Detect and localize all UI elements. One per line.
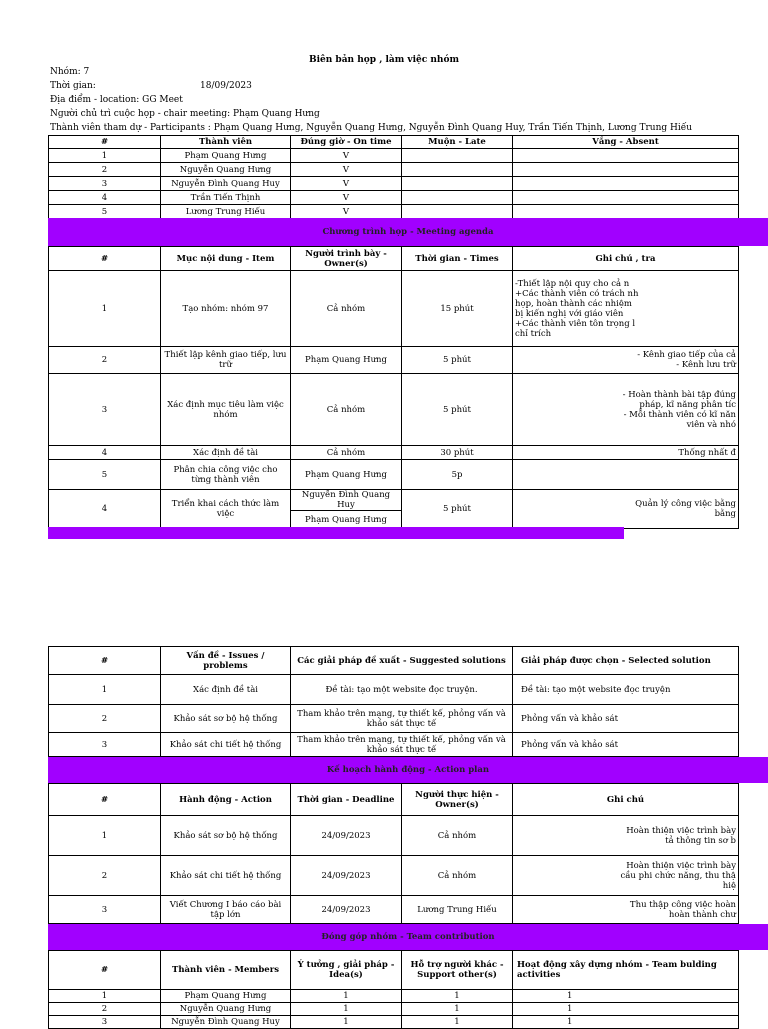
cell: V <box>291 205 402 219</box>
cell: Phạm Quang Hưng <box>291 347 402 374</box>
cell <box>402 205 513 219</box>
cell <box>402 149 513 163</box>
cell: Thu thập công việc hoàn hoàn thành chư <box>513 896 739 924</box>
cell: Thống nhất đ <box>513 446 739 460</box>
cell: 5 <box>49 205 161 219</box>
cell: 1 <box>49 990 161 1003</box>
cell: 2 <box>49 163 161 177</box>
cell: Xác định đề tài <box>161 446 291 460</box>
col-header: Thành viên <box>161 136 291 149</box>
cell: V <box>291 191 402 205</box>
cell: -Thiết lập nội quy cho cả n +Các thành viên có trách nh họp, hoàn thành các nhiệm bị kiến nghị với giáo viên +Các thành viên tôn trọng l chỉ trích <box>513 271 739 347</box>
cell: 3 <box>49 896 161 924</box>
table-row <box>49 149 739 163</box>
col-header: Vắng - Absent <box>513 136 739 149</box>
col-header: Hỗ trợ người khác - Support other(s) <box>402 951 513 990</box>
col-header: # <box>49 247 161 271</box>
cell: Cả nhóm <box>402 816 513 856</box>
cell: Hoàn thiện việc trình bày tả thông tin sơ b <box>513 816 739 856</box>
cell <box>402 177 513 191</box>
cell: 2 <box>49 1003 161 1016</box>
cell: 5 phút <box>402 374 513 446</box>
cell: 24/09/2023 <box>291 896 402 924</box>
cell: 30 phút <box>402 446 513 460</box>
cell: 3 <box>49 733 161 757</box>
cell: Cả nhóm <box>291 271 402 347</box>
cell: Phỏng vấn và khảo sát <box>513 705 739 733</box>
table-row <box>49 816 739 856</box>
cell: Quản lý công việc bằng bằng <box>513 490 739 529</box>
chair-line: Người chủ trì cuộc họp - chair meeting: Phạm Quang Hưng <box>50 109 320 119</box>
document-title: Biên bản họp , làm việc nhóm <box>309 55 459 65</box>
cell: Hoàn thiện việc trình bày cầu phi chức năng, thu thậ hiệ <box>513 856 739 896</box>
table-row <box>49 460 739 490</box>
table-row <box>49 733 739 757</box>
table-row <box>49 347 739 374</box>
col-header: Thời gian - Times <box>402 247 513 271</box>
cell: Tạo nhóm: nhóm 97 <box>161 271 291 347</box>
cell: Cả nhóm <box>291 374 402 446</box>
cell: 1 <box>402 1016 513 1029</box>
col-header: Ý tưởng , giải pháp - Idea(s) <box>291 951 402 990</box>
cell: 1 <box>291 1016 402 1029</box>
cell: 1 <box>402 990 513 1003</box>
col-header: # <box>49 647 161 675</box>
cell: 1 <box>402 1003 513 1016</box>
cell: Nguyễn Quang Hưng <box>161 1003 291 1016</box>
table-row <box>49 191 739 205</box>
col-header: Thành viên - Members <box>161 951 291 990</box>
cell: Tham khảo trên mạng, tự thiết kế, phỏng vấn và khảo sát thực tế <box>291 733 513 757</box>
location-line: Địa điểm - location: GG Meet <box>50 95 183 105</box>
cell <box>402 191 513 205</box>
col-header: Người thực hiện - Owner(s) <box>402 784 513 816</box>
cell: Khảo sát chi tiết hệ thống <box>161 733 291 757</box>
col-header: Hành động - Action <box>161 784 291 816</box>
cell: 1 <box>49 149 161 163</box>
cell: Nguyễn Đình Quang Huy <box>161 1016 291 1029</box>
cell: 1 <box>513 990 739 1003</box>
table-row <box>49 177 739 191</box>
cell: 15 phút <box>402 271 513 347</box>
table-row <box>49 1003 739 1016</box>
participants-line: Thành viên tham dự - Participants : Phạm Quang Hưng, Nguyễn Quang Hưng, Nguyễn Đình Quang Huy, Trần Tiến Thịnh, Lương Trung Hiếu <box>50 123 693 133</box>
time-value: 18/09/2023 <box>200 81 252 91</box>
cell: Khảo sát sơ bộ hệ thống <box>161 705 291 733</box>
cell: V <box>291 177 402 191</box>
table-row <box>49 374 739 446</box>
cell <box>402 163 513 177</box>
col-header: # <box>49 951 161 990</box>
cell: 4 <box>49 446 161 460</box>
cell: Nguyễn Đình Quang Huy <box>161 177 291 191</box>
table-row <box>49 675 739 705</box>
cell: 1 <box>291 990 402 1003</box>
cell: 4 <box>49 490 161 529</box>
table-row <box>49 490 739 511</box>
cell: 3 <box>49 177 161 191</box>
cell: - Kênh giao tiếp của cả - Kênh lưu trữ <box>513 347 739 374</box>
table-row <box>49 990 739 1003</box>
cell: 5 phút <box>402 490 513 529</box>
cell: 5 phút <box>402 347 513 374</box>
issues-table <box>48 646 739 757</box>
cell: 1 <box>513 1016 739 1029</box>
table-row <box>49 205 739 219</box>
col-header: Đúng giờ - On time <box>291 136 402 149</box>
agenda-footer-strip <box>48 527 624 539</box>
table-row <box>49 271 739 347</box>
cell: Lương Trung Hiếu <box>402 896 513 924</box>
col-header: Vấn đề - Issues / problems <box>161 647 291 675</box>
agenda-table <box>48 246 739 529</box>
cell: Đề tài: tạo một website đọc truyện <box>513 675 739 705</box>
cell: Xác định mục tiêu làm việc nhóm <box>161 374 291 446</box>
cell: - Hoàn thành bài tập đúng pháp, kĩ năng phân tíc - Mỗi thành viên có kĩ năn viên và nhó <box>513 374 739 446</box>
cell: Nguyễn Quang Hưng <box>161 163 291 177</box>
cell: Phạm Quang Hưng <box>291 511 402 529</box>
table-row <box>49 856 739 896</box>
cell: 1 <box>513 1003 739 1016</box>
cell: 4 <box>49 191 161 205</box>
cell <box>513 460 739 490</box>
cell: 1 <box>49 675 161 705</box>
group-label: Nhóm: 7 <box>50 67 90 77</box>
col-header: Muộn - Late <box>402 136 513 149</box>
cell: Khảo sát chi tiết hệ thống <box>161 856 291 896</box>
table-row <box>49 446 739 460</box>
cell: Phạm Quang Hưng <box>161 149 291 163</box>
col-header: # <box>49 136 161 149</box>
contribution-table-wrap <box>48 950 717 1027</box>
cell: Lương Trung Hiếu <box>161 205 291 219</box>
cell: Trần Tiến Thịnh <box>161 191 291 205</box>
col-header: Ghi chú <box>513 784 739 816</box>
table-row <box>49 1016 739 1029</box>
col-header: Hoạt động xây dựng nhóm - Team bulding activities <box>513 951 739 990</box>
cell: Cả nhóm <box>291 446 402 460</box>
cell <box>513 177 739 191</box>
time-label: Thời gian: <box>50 81 96 91</box>
cell: Viết Chương I báo cáo bài tập lớn <box>161 896 291 924</box>
cell: Triển khai cách thức làm việc <box>161 490 291 529</box>
cell: 1 <box>49 271 161 347</box>
table-row <box>49 163 739 177</box>
agenda-table-wrap <box>48 246 736 527</box>
cell: 24/09/2023 <box>291 816 402 856</box>
cell: Thiết lập kênh giao tiếp, lưu trữ <box>161 347 291 374</box>
cell: 5 <box>49 460 161 490</box>
cell: 2 <box>49 705 161 733</box>
table-row <box>49 896 739 924</box>
cell: 5p <box>402 460 513 490</box>
col-header: Mục nội dung - Item <box>161 247 291 271</box>
col-header: Thời gian - Deadline <box>291 784 402 816</box>
action-table-wrap <box>48 783 736 924</box>
cell <box>513 163 739 177</box>
cell: 2 <box>49 347 161 374</box>
col-header: Ghi chú , tra <box>513 247 739 271</box>
cell <box>513 149 739 163</box>
issues-table-wrap <box>48 646 711 757</box>
table-row <box>49 705 739 733</box>
attendance-table-wrap <box>48 135 659 219</box>
col-header: # <box>49 784 161 816</box>
cell: 3 <box>49 374 161 446</box>
cell: Cả nhóm <box>402 856 513 896</box>
cell: 1 <box>49 816 161 856</box>
cell: Nguyễn Đình Quang Huy <box>291 490 402 511</box>
col-header: Người trình bày - Owner(s) <box>291 247 402 271</box>
cell: Phân chia công việc cho từng thành viên <box>161 460 291 490</box>
cell: Đề tài: tạo một website đọc truyện. <box>291 675 513 705</box>
cell: 24/09/2023 <box>291 856 402 896</box>
cell: 1 <box>291 1003 402 1016</box>
col-header: Giải pháp được chọn - Selected solution <box>513 647 739 675</box>
cell: Khảo sát sơ bộ hệ thống <box>161 816 291 856</box>
cell: 2 <box>49 856 161 896</box>
cell: V <box>291 163 402 177</box>
contribution-table <box>48 950 739 1029</box>
cell: Xác định đề tài <box>161 675 291 705</box>
cell: Phạm Quang Hưng <box>161 990 291 1003</box>
cell: Phỏng vấn và khảo sát <box>513 733 739 757</box>
contribution-band: Đóng góp nhóm - Team contribution <box>48 924 768 950</box>
action-table <box>48 783 739 924</box>
cell <box>513 205 739 219</box>
cell <box>513 191 739 205</box>
attendance-table <box>48 135 739 219</box>
cell: V <box>291 149 402 163</box>
cell: Tham khảo trên mạng, tự thiết kế, phỏng vấn và khảo sát thực tế <box>291 705 513 733</box>
cell: 3 <box>49 1016 161 1029</box>
action-band: Kế hoạch hành động - Action plan <box>48 757 768 783</box>
col-header: Các giải pháp đề xuất - Suggested solutions <box>291 647 513 675</box>
agenda-band: Chương trình họp - Meeting agenda <box>48 218 768 246</box>
cell: Phạm Quang Hưng <box>291 460 402 490</box>
